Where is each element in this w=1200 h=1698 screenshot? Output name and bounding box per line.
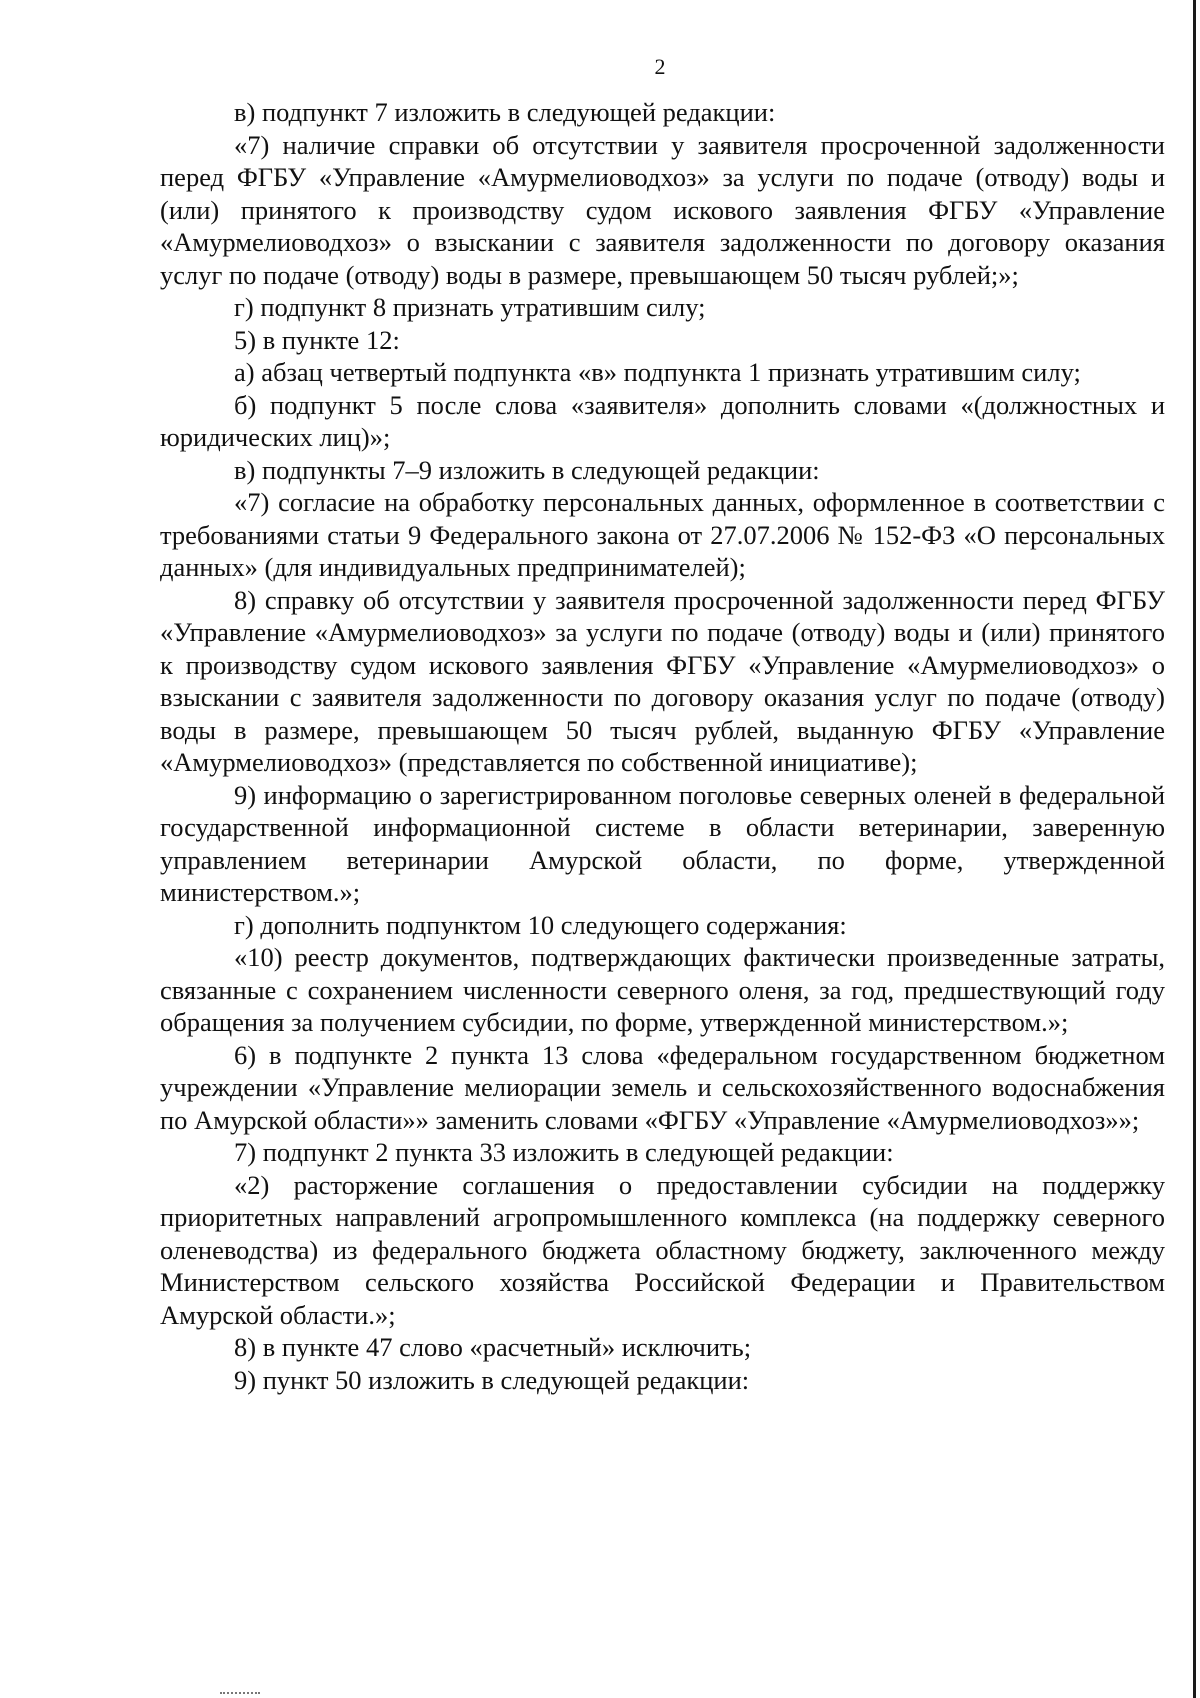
paragraph: 8) в пункте 47 слово «расчетный» исключить; [234, 1332, 752, 1362]
scan-edge-line [1193, 0, 1196, 1698]
paragraph: 5) в пункте 12: [234, 324, 400, 355]
paragraph: г) дополнить подпунктом 10 следующего содержания: [234, 909, 847, 940]
paragraph: «7) наличие справки об отсутствии у заявителя просроченной задолженности перед ФГБУ «Управление «Амурмелиоводхоз» за услуги по подаче (отводу) воды и (или) принятого к производству судом искового заявления ФГБУ «Управление «Амурмелиоводхоз» о взыскании с заявителя задолженности по договору оказания услуг по подаче (отводу) воды в размере, превышающем 50 тысяч рублей;»; [160, 129, 1165, 290]
paragraph: б) подпункт 5 после слова «заявителя» дополнить словами «(должностных и юридических лиц)»; [160, 389, 1165, 452]
paragraph: в) подпункты 7–9 изложить в следующей редакции: [234, 454, 820, 485]
document-body [160, 96, 1165, 1396]
paragraph: 7) подпункт 2 пункта 33 изложить в следующей редакции: [234, 1137, 894, 1167]
page-number: 2 [654, 54, 666, 79]
paragraph: «10) реестр документов, подтверждающих фактически произведенные затраты, связанные с сохранением численности северного оленя, за год, предшествующий году обращения за получением субсидии, по форме, утвержденной министерством.»; [160, 942, 1165, 1037]
paragraph: 9) информацию о зарегистрированном поголовье северных оленей в федеральной государственной информационной системе в области ветеринарии, заверенную управлением ветеринарии Амурской области, по форме, утвержденной министерством.»; [160, 779, 1165, 907]
paragraph: 6) в подпункте 2 пункта 13 слова «федеральном государственном бюджетном учреждении «Управление мелиорации земель и сельскохозяйственного водоснабжения по Амурской области»» заменить словами «ФГБУ «Управление «Амурмелиоводхоз»»; [160, 1039, 1165, 1135]
paragraph: «2) расторжение соглашения о предоставлении субсидии на поддержку приоритетных направлений агропромышленного комплекса (на поддержку северного оленеводства) из федерального бюджета областному бюджету, заключенного между Министерством сельского хозяйства Российской Федерации и Правительством Амурской области.»; [160, 1169, 1165, 1330]
paragraph: «7) согласие на обработку персональных данных, оформленное в соответствии с требованиями статьи 9 Федерального закона от 27.07.2006 № 152-ФЗ «О персональных данных» (для индивидуальных предпринимателей); [160, 487, 1165, 582]
paragraph: г) подпункт 8 признать утратившим силу; [234, 292, 706, 322]
paragraph: 8) справку об отсутствии у заявителя просроченной задолженности перед ФГБУ «Управление «Амурмелиоводхоз» за услуги по подаче (отводу) воды и (или) принятого к производству судом искового заявления ФГБУ «Управление «Амурмелиоводхоз» о взыскании с заявителя задолженности по договору оказания услуг по подаче (отводу) воды в размере, превышающем 50 тысяч рублей, выданную ФГБУ «Управление «Амурмелиоводхоз» (представляется по собственной инициативе); [160, 584, 1165, 777]
paragraph: а) абзац четвертый подпункта «в» подпункта 1 признать утратившим силу; [234, 357, 1081, 387]
scan-artifact [220, 1692, 260, 1696]
paragraph: 9) пункт 50 изложить в следующей редакции: [234, 1364, 750, 1395]
paragraph: в) подпункт 7 изложить в следующей редакции: [234, 97, 776, 127]
